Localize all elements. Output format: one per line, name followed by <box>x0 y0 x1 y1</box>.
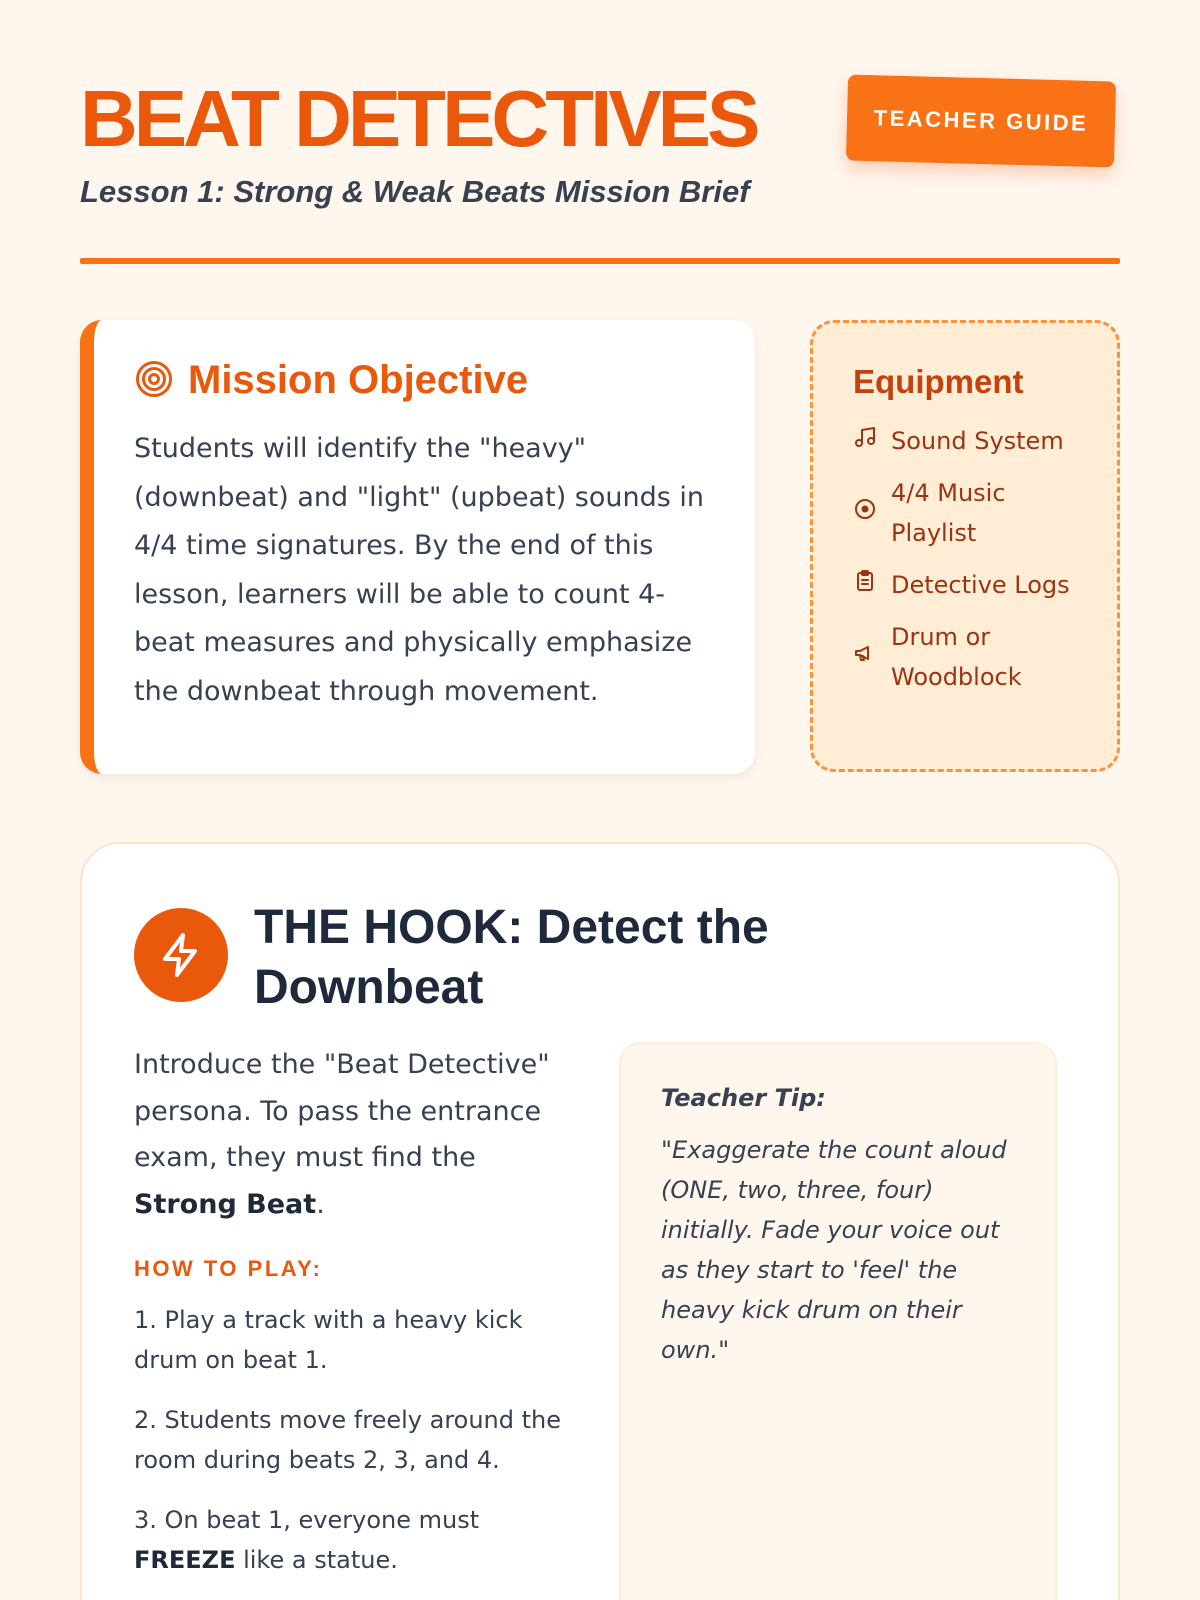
teacher-guide-badge[interactable]: TEACHER GUIDE <box>846 75 1116 168</box>
mission-objective-title: Mission Objective <box>188 358 529 402</box>
equipment-panel <box>810 320 1120 772</box>
mission-objective-card <box>80 320 755 774</box>
hook-title: THE HOOK: Detect the Downbeat <box>254 901 769 1014</box>
equipment-list <box>853 421 1077 697</box>
mission-objective-header <box>134 358 715 403</box>
list-item <box>853 617 1077 697</box>
teacher-tip-text: "Exaggerate the count aloud (ONE, two, three, four) initially. Fade your voice out as they start to 'feel' the heavy kick drum on their own." <box>661 1136 1007 1364</box>
megaphone-icon <box>853 637 877 677</box>
mission-objective-text: Students will identify the "heavy" (downbeat) and "light" (upbeat) sounds in 4/4 time signatures. By the end of this lesson, learners will be able to count 4-beat measures and physically emphasize the downbeat through movement. <box>134 433 705 707</box>
target-icon <box>134 359 174 403</box>
equipment-item-label: Sound System <box>891 427 1064 455</box>
disc-icon <box>853 493 877 533</box>
equipment-item-label: 4/4 Music Playlist <box>891 479 1006 547</box>
hook-header <box>134 898 1066 1018</box>
hook-card <box>80 842 1120 1600</box>
music-note-icon <box>853 421 877 461</box>
list-item: 1. Play a track with a heavy kick drum on beat 1. <box>134 1306 523 1374</box>
hook-instructions <box>134 1042 574 1600</box>
equipment-item-label: Detective Logs <box>891 571 1070 599</box>
list-item: 3. On beat 1, everyone must FREEZE like a statue. <box>134 1506 480 1574</box>
strong-beat-emphasis: Strong Beat <box>134 1188 317 1220</box>
steps-list <box>134 1300 574 1580</box>
page-subtitle: Lesson 1: Strong & Weak Beats Mission Brief <box>80 174 750 209</box>
page-title: BEAT DETECTIVES <box>80 74 757 163</box>
how-to-play-label: HOW TO PLAY: <box>134 1256 323 1281</box>
teacher-tip-box <box>619 1042 1057 1600</box>
lightning-icon <box>134 908 228 1002</box>
equipment-title: Equipment <box>853 363 1024 400</box>
list-item: 2. Students move freely around the room during beats 2, 3, and 4. <box>134 1406 562 1474</box>
header <box>80 0 1120 268</box>
list-item <box>853 473 1077 553</box>
clipboard-icon <box>853 565 877 605</box>
hook-intro: Introduce the "Beat Detective" persona. To pass the entrance exam, they must find the Strong Beat. <box>134 1049 550 1220</box>
equipment-item-label: Drum or Woodblock <box>891 623 1022 691</box>
list-item <box>853 565 1077 605</box>
freeze-emphasis: FREEZE <box>134 1546 236 1574</box>
list-item <box>853 421 1077 461</box>
header-divider <box>80 258 1120 264</box>
teacher-tip-label: Teacher Tip: <box>661 1084 826 1112</box>
